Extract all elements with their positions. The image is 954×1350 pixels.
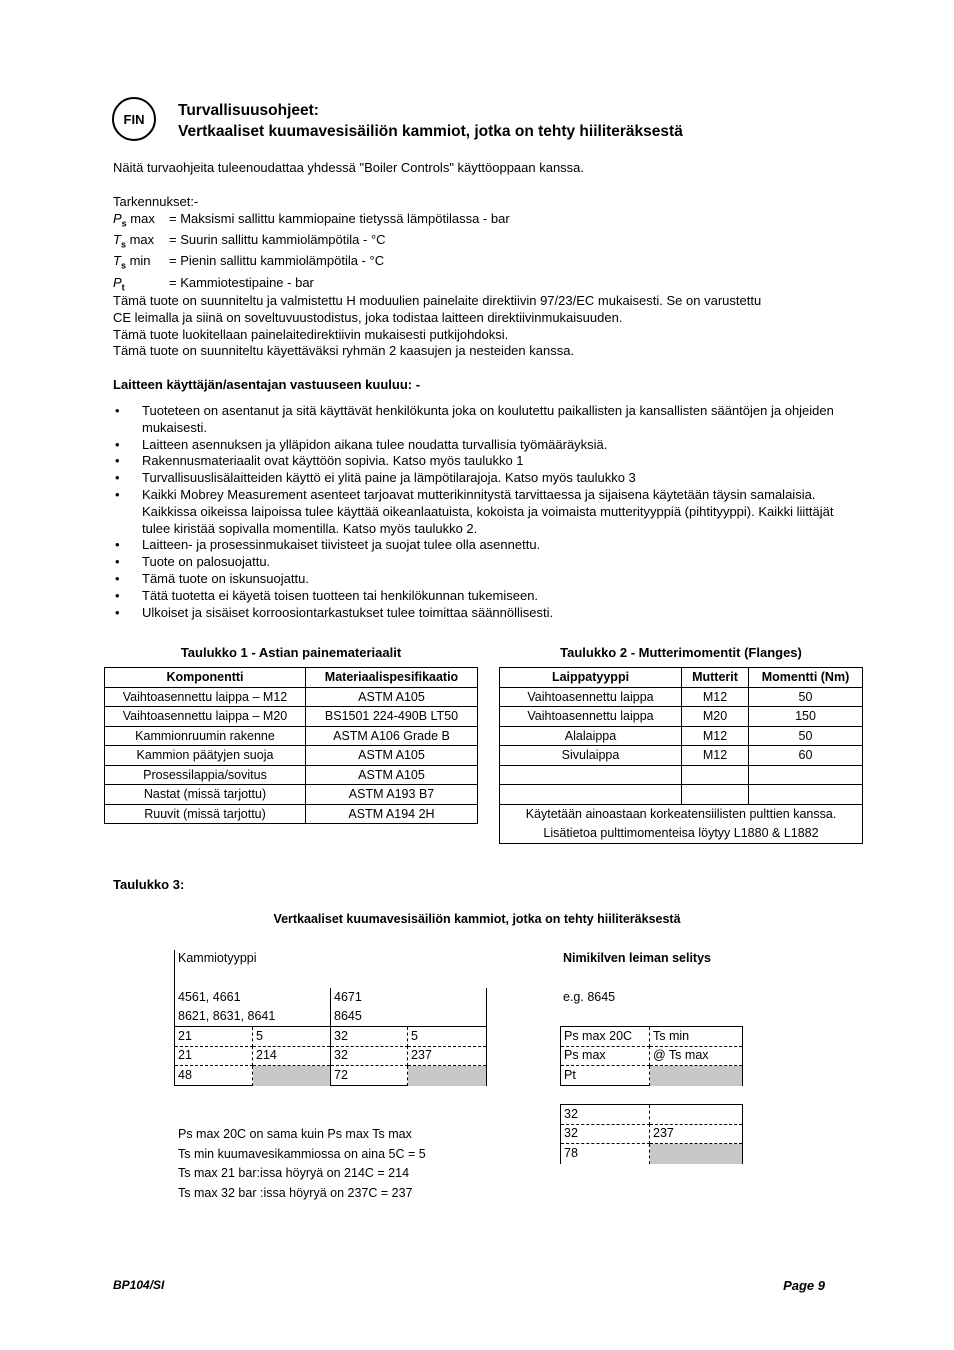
table-row: Ruuvit (missä tarjottu) ASTM A194 2H [105,804,478,824]
table-cell-shaded [650,1144,742,1164]
column-header: Momentti (Nm) [749,668,863,688]
responsibility-heading: Laitteen käyttäjän/asentajan vastuuseen kuuluu: - [113,377,421,392]
table-cell: 21 [175,1046,253,1066]
column-header: Komponentti [105,668,306,688]
table-cell: 32 [561,1124,650,1144]
page-number: Page 9 [783,1278,825,1293]
table-cell: 5 [408,1027,486,1047]
table3-notes [178,1125,426,1203]
table-row: Prosessilappia/sovitus ASTM A105 [105,765,478,785]
table-cell: 237 [650,1124,742,1144]
table-cell: 32 [561,1105,650,1125]
note-line: Ts max 32 bar :issa höyryä on 237C = 237 [178,1185,413,1200]
table-cell: 72 [331,1066,408,1086]
table-note-row [500,804,863,843]
table1-caption: Taulukko 1 - Astian painemateriaalit [180,645,402,660]
table-row: Vaihtoasennettu laippa – M12 ASTM A105 [105,687,478,707]
table-cell: 32 [331,1046,408,1066]
table-cell-shaded [650,1066,742,1086]
table-header-row [500,668,863,688]
table-cell-shaded [253,1066,330,1086]
title-line-2: Vertkaaliset kuumavesisäiliön kammiot, jotka on tehty hiiliteräksestä [178,123,683,140]
chamber-group-1: 4561, 4661 [178,990,241,1004]
torque-table [499,667,863,844]
language-badge: FIN [112,97,156,141]
table-cell: Ts min [650,1027,742,1047]
note-line: Ts max 21 bar:issa höyryä on 214C = 214 [178,1166,410,1180]
legend-title: Nimikilven leiman selitys [563,951,711,965]
table-row: Kammionruumin rakenne ASTM A106 Grade B [105,726,478,746]
table-row [500,765,863,785]
table3-title: Vertkaaliset kuumavesisäiliön kammiot, jotka on tehty hiiliteräksestä [273,912,681,926]
definitions-list [113,211,510,296]
chamber-group-2: 4671 [334,990,362,1004]
table-cell-shaded [408,1066,486,1086]
column-header: Laippatyyppi [500,668,682,688]
list-item: • Tätä tuotetta ei käyetä toisen tuotteen tai henkilökunnan tukemiseen. [113,588,843,605]
page-title [178,100,683,142]
table-cell: Ps max 20C [561,1027,650,1047]
table-cell: 237 [408,1046,486,1066]
title-line-1: Turvallisuusohjeet: [178,102,319,119]
chamber-group-1: 8621, 8631, 8641 [178,1009,276,1023]
definitions-heading: Tarkennukset:- [113,194,199,209]
list-item: • Laitteen- ja prosessinmukaiset tiivisteet ja suojat tulee olla asennettu. [113,537,843,554]
list-item: • Turvallisuuslisälaitteiden käyttö ei ylitä paine ja lämpötilarajoja. Katso myös taulukko 3 [113,470,843,487]
definition-row: $T_s$ min = Pienin sallittu kammiolämpötila - °C [113,253,385,271]
definition-row: $T_s$ max = Suurin sallittu kammiolämpötila - °C [113,232,386,250]
list-item: • Ulkoiset ja sisäiset korroosiontarkastukset tulee toimittaa säännöllisesti. [113,605,843,622]
doc-reference: BP104/SI [113,1278,165,1292]
responsibility-list [113,403,843,621]
materials-table [104,667,478,824]
table-row: Alalaippa M12 50 [500,726,863,746]
table-border [486,988,487,1086]
table2-caption: Taulukko 2 - Mutterimomentit (Flanges) [560,645,802,660]
table-header-row [105,668,478,688]
definition-row: $P_t$ = Kammiotestipaine - bar [113,274,314,293]
table-cell: Pt [561,1066,650,1086]
table-cell: 21 [175,1027,253,1047]
chamber-group-2: 8645 [334,1009,362,1023]
table-cell [650,1105,742,1125]
list-item: • Kaikki Mobrey Measurement asenteet tarjoavat mutterikinnitystä tarvittaessa ja sijaisena käytetään täysin samalaisia. Kaikkissa oikeissa laipoissa tulee käyttää oikeanlaatuista, kokoista ja voimaista mutterityyppiä (pihtityyppi). Kaikki liittäjät tulee kiristää sopivalla momentilla. Katso myös taulukko 2. [113,487,843,537]
table-row: Vaihtoasennettu laippa M12 50 [500,687,863,707]
table-row: Nastat (missä tarjottu) ASTM A193 B7 [105,785,478,805]
table-cell: 48 [175,1066,253,1086]
table-cell: 78 [561,1144,650,1164]
table-cell: 214 [253,1046,330,1066]
list-item: • Tämä tuote on iskunsuojattu. [113,571,843,588]
table-row: Vaihtoasennettu laippa – M20 BS1501 224-490B LT50 [105,707,478,727]
table-row [500,785,863,805]
note-line: Ps max 20C on sama kuin Ps max Ts max [178,1127,412,1141]
table-note-line: Lisätietoa pulttimomenteisa löytyy L1880 & L1882 [543,825,819,840]
definition-row: $P_s$ max = Maksismi sallittu kammiopaine tietyssä lämpötilassa - bar [113,211,510,229]
table-cell: 32 [331,1027,408,1047]
list-item: • Laitteen asennuksen ja ylläpidon aikana tulee noudatta turvallisia työmääräyksiä. [113,437,843,454]
intro-text: Näitä turvaohjeita tuleenoudattaa yhdessä "Boiler Controls" käyttöoppaan kanssa. [113,160,585,175]
compliance-text: Tämä tuote on suunniteltu ja valmistettu H moduulien painelaite direktiivin 97/23/EC mukaisesti. Se on varustettu CE leimalla ja siinä on soveltuvuustodistus, joka todistaa laitteen direktiivinmukaisuuden. Tämä tuote luokitellaan painelaitedirektiivin mukaisesti putkijohdoksi. Tämä tuote on suunniteltu käyettäväksi ryhmän 2 kaasujen ja nesteiden kanssa. [113,293,762,359]
list-item: • Rakennusmateriaalit ovat käyttöön sopivia. Katso myös taulukko 1 [113,453,843,470]
note-line: Ts min kuumavesikammiossa on aina 5C = 5 [178,1146,426,1161]
table-cell: @ Ts max [650,1046,742,1066]
table3-label: Taulukko 3: [113,877,185,892]
table-row: Sivulaippa M12 60 [500,746,863,766]
column-header: Materiaalispesifikaatio [306,668,478,688]
legend-example: e.g. 8645 [563,990,616,1004]
table-cell: 5 [253,1027,330,1047]
table-row: Kammion päätyjen suoja ASTM A105 [105,746,478,766]
list-item: • Tuoteteen on asentanut ja sitä käyttävät henkilökunta joka on koulutettu paikallisten ja kansallisten sääntöjen ja ohjeiden mukaisesti. [113,403,843,437]
table-row: Vaihtoasennettu laippa M20 150 [500,707,863,727]
table-cell: Ps max [561,1046,650,1066]
column-header: Mutterit [682,668,749,688]
list-item: • Tuote on palosuojattu. [113,554,843,571]
table-note-line: Käytetään ainoastaan korkeatensiilisten pulttien kanssa. [525,806,837,821]
chamber-type-label: Kammiotyyppi [178,951,257,965]
